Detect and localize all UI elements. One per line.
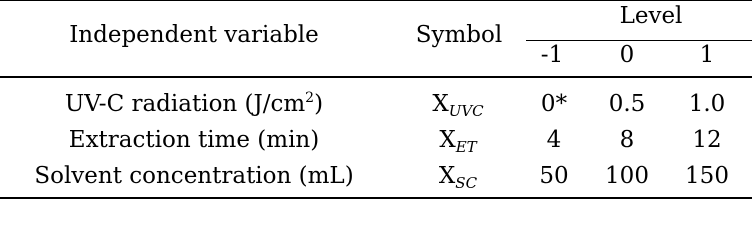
header-level-0: 0 bbox=[619, 42, 635, 68]
row-sc-level-1: 150 bbox=[685, 163, 729, 189]
row-uvc-symbol bbox=[432, 90, 483, 118]
row-sc-symbol bbox=[439, 162, 477, 190]
row-uvc-symbol-base: X bbox=[432, 91, 449, 117]
row-sc-symbol-subscript: SC bbox=[455, 174, 478, 192]
top-rule bbox=[0, 0, 752, 1]
row-uvc-level-1: 1.0 bbox=[688, 91, 726, 117]
row-uvc-variable bbox=[65, 90, 323, 118]
row-sc-level-0: 100 bbox=[605, 163, 649, 189]
header-level-minus-1: -1 bbox=[540, 42, 564, 68]
header-rule bbox=[0, 76, 752, 78]
row-et-variable: Extraction time (min) bbox=[68, 127, 320, 153]
row-uvc-variable-text: UV-C radiation (J/cm bbox=[64, 91, 306, 117]
header-independent-variable: Independent variable bbox=[69, 22, 319, 48]
row-uvc-symbol-subscript: UVC bbox=[448, 102, 484, 120]
row-et-level-minus-1: 4 bbox=[546, 127, 562, 153]
row-et-symbol-subscript: ET bbox=[455, 138, 477, 156]
row-uvc-level-0: 0.5 bbox=[608, 91, 646, 117]
row-sc-variable: Solvent concentration (mL) bbox=[34, 163, 354, 189]
header-level-1: 1 bbox=[699, 42, 715, 68]
header-level: Level bbox=[619, 3, 683, 29]
row-uvc-variable-close: ) bbox=[314, 91, 324, 117]
row-et-level-1: 12 bbox=[692, 127, 722, 153]
header-symbol: Symbol bbox=[415, 22, 503, 48]
row-et-symbol bbox=[439, 126, 476, 154]
row-sc-symbol-base: X bbox=[438, 163, 456, 189]
row-et-symbol-base: X bbox=[439, 127, 456, 153]
row-uvc-variable-superscript: 2 bbox=[305, 90, 315, 106]
bottom-rule bbox=[0, 197, 752, 199]
row-sc-level-minus-1: 50 bbox=[539, 163, 569, 189]
row-uvc-level-minus-1: 0* bbox=[540, 91, 568, 117]
row-et-level-0: 8 bbox=[619, 127, 635, 153]
